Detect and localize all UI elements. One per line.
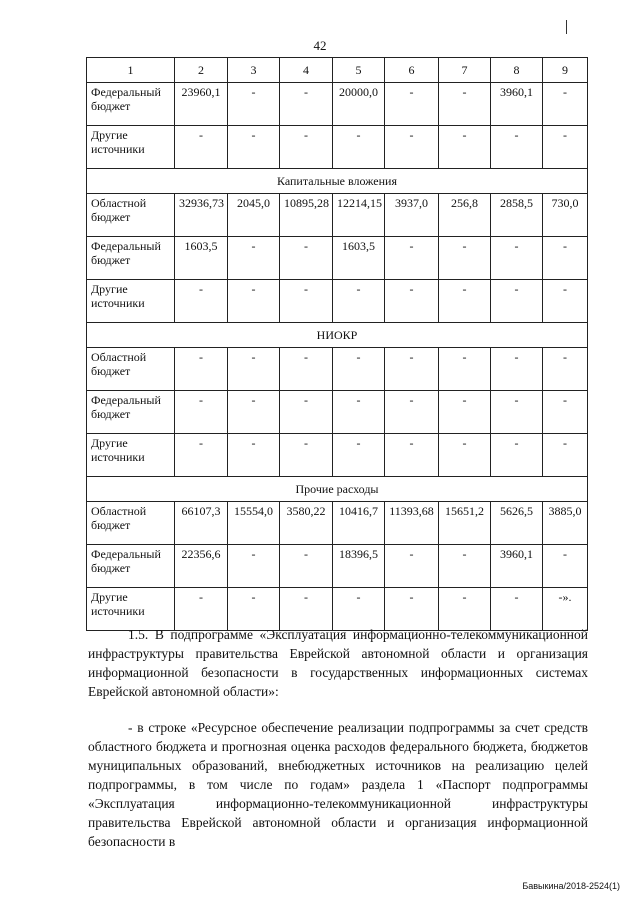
table-row bbox=[87, 280, 588, 323]
table-cell: - bbox=[280, 588, 333, 631]
table-cell: 12214,15 bbox=[333, 194, 385, 237]
table-cell: 11393,68 bbox=[385, 502, 439, 545]
table-row bbox=[87, 434, 588, 477]
table-cell: - bbox=[333, 588, 385, 631]
table-cell: - bbox=[491, 348, 543, 391]
table-cell: - bbox=[543, 83, 588, 126]
table-cell: - bbox=[228, 545, 280, 588]
row-label: Другие источники bbox=[87, 588, 175, 631]
row-label: Другие источники bbox=[87, 126, 175, 169]
row-label: Федеральный бюджет bbox=[87, 391, 175, 434]
table-cell: - bbox=[491, 280, 543, 323]
table-cell: 730,0 bbox=[543, 194, 588, 237]
table-cell: 18396,5 bbox=[333, 545, 385, 588]
section-title: НИОКР bbox=[87, 323, 588, 348]
table-cell: - bbox=[228, 434, 280, 477]
table-cell: -». bbox=[543, 588, 588, 631]
table-row bbox=[87, 545, 588, 588]
table-cell: - bbox=[228, 588, 280, 631]
table-cell: - bbox=[543, 237, 588, 280]
table-cell: - bbox=[385, 391, 439, 434]
table-cell: - bbox=[175, 126, 228, 169]
table-cell: - bbox=[439, 545, 491, 588]
table-cell: - bbox=[543, 280, 588, 323]
table-cell: - bbox=[491, 391, 543, 434]
table-cell: - bbox=[385, 83, 439, 126]
table-cell: - bbox=[439, 83, 491, 126]
table-cell: 22356,6 bbox=[175, 545, 228, 588]
table-header-row bbox=[87, 58, 588, 83]
row-label: Федеральный бюджет bbox=[87, 237, 175, 280]
table-cell: - bbox=[280, 280, 333, 323]
table-cell: - bbox=[175, 391, 228, 434]
table-row bbox=[87, 83, 588, 126]
table-cell: - bbox=[280, 83, 333, 126]
table-cell: 256,8 bbox=[439, 194, 491, 237]
table-cell: 15554,0 bbox=[228, 502, 280, 545]
table-cell: - bbox=[228, 83, 280, 126]
column-header: 9 bbox=[543, 58, 588, 83]
table-cell: - bbox=[491, 126, 543, 169]
table-row bbox=[87, 237, 588, 280]
table-cell: - bbox=[439, 280, 491, 323]
column-header: 5 bbox=[333, 58, 385, 83]
section-row bbox=[87, 477, 588, 502]
table-cell: - bbox=[543, 126, 588, 169]
column-header: 2 bbox=[175, 58, 228, 83]
table-cell: - bbox=[175, 588, 228, 631]
table-cell: - bbox=[543, 545, 588, 588]
table-cell: - bbox=[385, 348, 439, 391]
table-cell: - bbox=[280, 391, 333, 434]
footer-code: Бавыкина/2018-2524(1) bbox=[522, 881, 620, 891]
table-cell: - bbox=[280, 545, 333, 588]
row-label: Областной бюджет bbox=[87, 502, 175, 545]
table-cell: - bbox=[228, 237, 280, 280]
table-cell: - bbox=[333, 280, 385, 323]
table-cell: - bbox=[385, 434, 439, 477]
column-header: 8 bbox=[491, 58, 543, 83]
table-cell: - bbox=[491, 237, 543, 280]
table-cell: - bbox=[228, 126, 280, 169]
budget-table bbox=[86, 57, 588, 631]
page-number: 42 bbox=[313, 38, 327, 53]
table-cell: 32936,73 bbox=[175, 194, 228, 237]
table-cell: - bbox=[385, 280, 439, 323]
row-label: Федеральный бюджет bbox=[87, 83, 175, 126]
table-cell: - bbox=[333, 434, 385, 477]
column-header: 4 bbox=[280, 58, 333, 83]
table-cell: - bbox=[280, 237, 333, 280]
table-cell: - bbox=[491, 434, 543, 477]
table-cell: - bbox=[333, 126, 385, 169]
table-row bbox=[87, 391, 588, 434]
table-cell: - bbox=[175, 280, 228, 323]
paragraph-subprogram: 1.5. В подпрограмме «Эксплуатация информационно-телекоммуникационной инфраструктуры правительства Еврейской автономной области и организация информационной безопасности в государственных информационных системах Еврейской автономной области»: bbox=[88, 627, 588, 699]
row-label: Областной бюджет bbox=[87, 194, 175, 237]
table-cell: - bbox=[439, 434, 491, 477]
table-cell: - bbox=[491, 588, 543, 631]
table-row bbox=[87, 348, 588, 391]
table-cell: - bbox=[385, 588, 439, 631]
column-header: 7 bbox=[439, 58, 491, 83]
table-cell: 2045,0 bbox=[228, 194, 280, 237]
paragraph-row-change: - в строке «Ресурсное обеспечение реализации подпрограммы за счет средств областного бюджета и прогнозная оценка расходов федерального бюджета, бюджетов муниципальных образований, внебюджетных источников на реализацию целей подпрограммы, в том числе по годам» раздела 1 «Паспорт подпрограммы «Эксплуатация информационно-телекоммуникационной инфраструктуры правительства Еврейской автономной области и организация информационной безопасности в bbox=[88, 720, 588, 849]
margin-mark bbox=[566, 20, 567, 34]
table-cell: - bbox=[228, 348, 280, 391]
table-cell: - bbox=[439, 348, 491, 391]
table-cell: - bbox=[543, 434, 588, 477]
table-cell: - bbox=[228, 280, 280, 323]
table-row bbox=[87, 194, 588, 237]
section-title: Капитальные вложения bbox=[87, 169, 588, 194]
section-title: Прочие расходы bbox=[87, 477, 588, 502]
table-cell: 2858,5 bbox=[491, 194, 543, 237]
table-row bbox=[87, 126, 588, 169]
column-header: 6 bbox=[385, 58, 439, 83]
table-cell: - bbox=[280, 434, 333, 477]
table-cell: 3885,0 bbox=[543, 502, 588, 545]
table-cell: 1603,5 bbox=[333, 237, 385, 280]
row-label: Другие источники bbox=[87, 280, 175, 323]
table-cell: - bbox=[175, 348, 228, 391]
section-row bbox=[87, 169, 588, 194]
table-cell: - bbox=[439, 391, 491, 434]
table-cell: 3937,0 bbox=[385, 194, 439, 237]
table-cell: 5626,5 bbox=[491, 502, 543, 545]
row-label: Другие источники bbox=[87, 434, 175, 477]
row-label: Федеральный бюджет bbox=[87, 545, 175, 588]
table-cell: 23960,1 bbox=[175, 83, 228, 126]
table-cell: - bbox=[175, 434, 228, 477]
row-label: Областной бюджет bbox=[87, 348, 175, 391]
table-cell: - bbox=[280, 348, 333, 391]
table-cell: - bbox=[333, 391, 385, 434]
table-cell: 10416,7 bbox=[333, 502, 385, 545]
table-cell: - bbox=[333, 348, 385, 391]
table-cell: 3580,22 bbox=[280, 502, 333, 545]
table-cell: - bbox=[543, 348, 588, 391]
table-cell: - bbox=[439, 237, 491, 280]
table-cell: - bbox=[228, 391, 280, 434]
table-cell: - bbox=[385, 545, 439, 588]
table-cell: - bbox=[280, 126, 333, 169]
table-cell: 10895,28 bbox=[280, 194, 333, 237]
column-header: 1 bbox=[87, 58, 175, 83]
table-cell: - bbox=[439, 588, 491, 631]
table-cell: 1603,5 bbox=[175, 237, 228, 280]
table-cell: 20000,0 bbox=[333, 83, 385, 126]
table-cell: - bbox=[543, 391, 588, 434]
column-header: 3 bbox=[228, 58, 280, 83]
table-cell: 3960,1 bbox=[491, 83, 543, 126]
table-cell: 66107,3 bbox=[175, 502, 228, 545]
table-cell: - bbox=[385, 237, 439, 280]
section-row bbox=[87, 323, 588, 348]
table-cell: - bbox=[439, 126, 491, 169]
table-cell: 15651,2 bbox=[439, 502, 491, 545]
table-cell: - bbox=[385, 126, 439, 169]
table-row bbox=[87, 502, 588, 545]
table-cell: 3960,1 bbox=[491, 545, 543, 588]
